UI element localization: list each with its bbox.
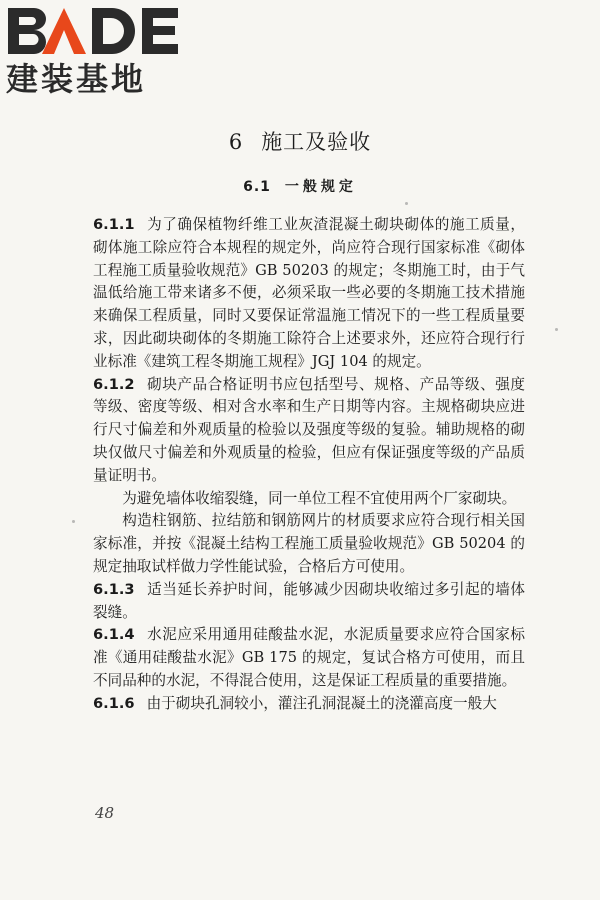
scan-speck — [72, 520, 75, 523]
body-paragraph — [93, 510, 525, 578]
clause-number: 6.1.1 — [93, 216, 135, 233]
clause-number: 6.1.4 — [93, 626, 135, 644]
logo-letter-e — [142, 8, 178, 54]
chapter-number: 6 — [228, 130, 244, 154]
clause-number: 6.1.2 — [93, 375, 135, 393]
clause-text: 砌块产品合格证明书应包括型号、规格、产品等级、强度等级、密度等级、相对含水率和生产日期等内容。主规格砌块应进行尺寸偏差和外观质量的检验以及强度等级的复验。辅助规格的砌块仅做尺寸偏差和外观质量的检验，但应有保证强度等级的产品质量证明书。 — [93, 375, 525, 484]
logo-letter-d — [92, 8, 135, 54]
chapter-title — [0, 128, 600, 156]
clause-text: 为了确保植物纤维工业灰渣混凝土砌块砌体的施工质量，砌体施工除应符合本规程的规定外，尚应符合现行国家标准《砌体工程施工质量验收规范》GB 50203 的规定；冬期施工时，由于气温低给施工带来诸多不便，必须采取一些必要的冬期施工技术措施来确保工程质量，同时又要保证常温施工情况下的一些工程质量要求，因此砌块砌体的冬期施工除符合上述要求外，还应符合现行行业标准《建筑工程冬期施工规程》JGJ 104 的规定。 — [93, 216, 525, 370]
bade-logo-wordmark — [6, 6, 181, 56]
logo-subtitle: 建装基地 — [6, 60, 147, 98]
clause-paragraph — [93, 693, 525, 716]
page-number: 48 — [95, 804, 115, 822]
body-paragraph — [93, 488, 525, 511]
paragraph-text: 为避免墙体收缩裂缝，同一单位工程不宜使用两个厂家砌块。 — [122, 489, 517, 507]
bade-logo — [6, 6, 181, 102]
section-number: 6.1 — [243, 179, 271, 195]
logo-letter-a — [42, 8, 86, 54]
clause-paragraph — [93, 374, 525, 488]
clause-number: 6.1.3 — [93, 580, 135, 598]
scan-speck — [555, 328, 558, 331]
logo-letter-b — [8, 8, 46, 54]
chapter-title-text: 施工及验收 — [261, 130, 372, 154]
body-content — [93, 214, 525, 716]
section-title-text: 一般规定 — [284, 179, 357, 195]
clause-paragraph — [93, 214, 525, 374]
clause-text: 水泥应采用通用硅酸盐水泥，水泥质量要求应符合国家标准《通用硅酸盐水泥》GB 175 的规定，复试合格方可使用，而且不同品种的水泥，不得混合使用，这是保证工程质量的重要措施。 — [93, 626, 525, 689]
clause-number: 6.1.6 — [93, 694, 135, 712]
clause-paragraph — [93, 579, 525, 625]
paragraph-text: 构造柱钢筋、拉结筋和钢筋网片的材质要求应符合现行相关国家标准，并按《混凝土结构工程施工质量验收规范》GB 50204 的规定抽取试样做力学性能试验，合格后方可使用。 — [93, 512, 525, 575]
scan-speck — [405, 202, 408, 205]
clause-paragraph — [93, 624, 525, 692]
clause-text: 由于砌块孔洞较小，灌注孔洞混凝土的浇灌高度一般大 — [146, 694, 497, 712]
section-title — [0, 177, 600, 197]
clause-text: 适当延长养护时间，能够减少因砌块收缩过多引起的墙体裂缝。 — [93, 580, 525, 621]
